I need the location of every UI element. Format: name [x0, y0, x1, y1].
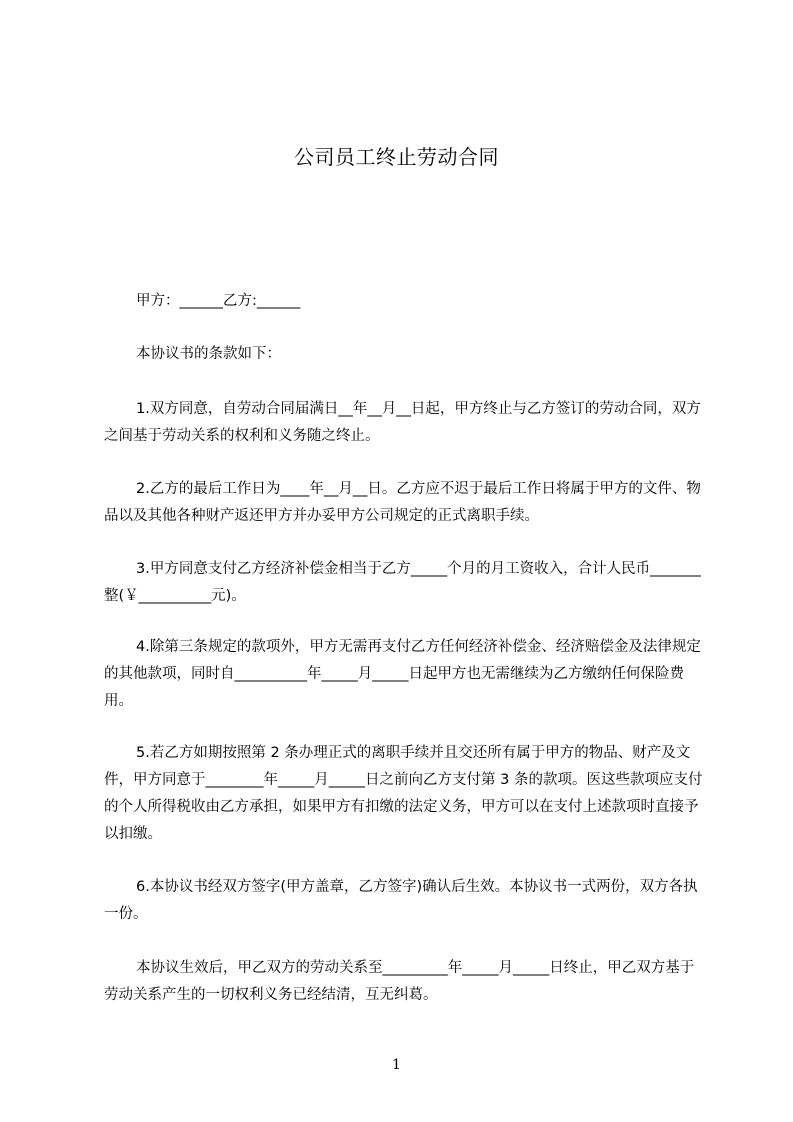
clause-5: 5.若乙方如期按照第 2 条办理正式的离职手续并且交还所有属于甲方的物品、财产及文件，甲方同意于________年_____月_____日之前向乙方支付第 3 条的款项。医这些款项应支付的个人所得税收由乙方承担，如果甲方有扣缴的法定义务，甲方可以在支付上述款项时直接予以扣缴。 [104, 745, 703, 842]
clause-4: 4.除第三条规定的款项外，甲方无需再支付乙方任何经济补偿金、经济赔偿金及法律规定的其他款项，同时自__________年_____月_____日起甲方也无需继续为乙方缴纳任何保险费用。 [104, 639, 701, 709]
intro-paragraph: 本协议书的条款如下： [136, 346, 281, 362]
page-number: 1 [392, 1057, 401, 1073]
parties-line: 甲方：______乙方:______ [136, 293, 301, 309]
closing-paragraph: 本协议生效后，甲乙双方的劳动关系至_________年_____月_____日终止，甲乙双方基于劳动关系产生的一切权利义务已经结清，互无纠葛。 [104, 960, 695, 1003]
clause-2: 2.乙方的最后工作日为____年__月__日。乙方应不迟于最后工作日将属于甲方的文件、物品以及其他各种财产返还甲方并办妥甲方公司规定的正式离职手续。 [104, 481, 701, 524]
clause-3: 3.甲方同意支付乙方经济补偿金相当于乙方_____个月的月工资收入，合计人民币_______整(￥__________元)。 [104, 561, 701, 604]
clause-6: 6.本协议书经双方签字(甲方盖章，乙方签字)确认后生效。本协议书一式两份，双方各执一份。 [104, 879, 698, 922]
document-title: 公司员工终止劳动合同 [294, 145, 499, 169]
clause-1: 1.双方同意，自劳动合同届满日__年__月__日起，甲方终止与乙方签订的劳动合同，双方之间基于劳动关系的权利和义务随之终止。 [104, 401, 701, 444]
